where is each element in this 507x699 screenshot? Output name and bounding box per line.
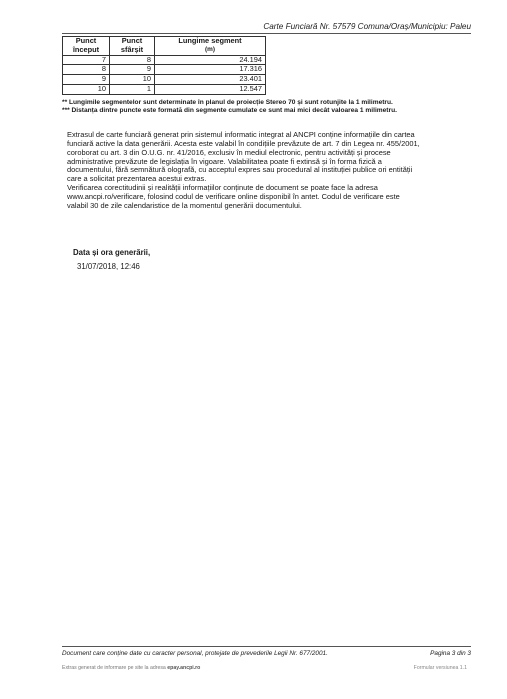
table-row: [63, 65, 266, 75]
cell-end: 10: [110, 75, 155, 85]
table-row: [63, 75, 266, 85]
paragraph-line: funciară active la data generării. Acesta este valabil în condițiile prevăzute de art. 7 din Legea nr. 455/2001,: [67, 138, 420, 148]
paragraph-line: Verificarea corectitudinii și realității informațiilor conținute de document se poate face la adresa: [67, 183, 378, 193]
bottom-source-site: epay.ancpi.ro: [167, 665, 201, 671]
cell-start: 7: [63, 55, 110, 65]
cell-length: 24.194: [155, 55, 266, 65]
form-version-note: Formular versiunea 1.1: [413, 665, 467, 671]
cell-length: 12.547: [155, 84, 266, 94]
bottom-source-note: [62, 665, 200, 671]
table-row: [63, 55, 266, 65]
footnote-segment-lengths: ** Lungimile segmentelor sunt determinate în planul de proiecție Stereo 70 și sunt rotunjite la 1 milimetru.: [62, 99, 393, 106]
paragraph-line: valabil 30 de zile calendaristice de la momentul generării documentului.: [67, 200, 302, 210]
footnote-cumulative-distance: *** Distanța dintre puncte este formată din segmente cumulate ce sunt mai mici decât valoarea 1 milimetru.: [62, 107, 397, 114]
bottom-source-prefix: Extras generat de informare pe site la adresa: [62, 665, 166, 671]
header-divider: [62, 33, 471, 34]
table-header-row: [63, 37, 266, 56]
extract-validity-paragraph: [67, 131, 477, 211]
paragraph-line: administrative prevăzute de legislația în vigoare. Valabilitatea poate fi extinsă și în forma fizică a: [67, 156, 382, 166]
cell-length: 17.316: [155, 65, 266, 75]
footer-divider: [62, 646, 471, 647]
footer-personal-data-notice: Document care conține date cu caracter personal, protejate de prevederile Legii Nr. 677/2001.: [62, 650, 328, 657]
cell-start: 10: [63, 84, 110, 94]
paragraph-line: documentului, fără semnătură olografă, cu acceptul expres sau procedural al instituției publice ori entității: [67, 165, 413, 175]
cell-length: 23.401: [155, 75, 266, 85]
col-header-end-point: Punct sfârșit: [110, 37, 155, 56]
generation-datetime-label: Data și ora generării,: [73, 248, 151, 257]
footer-page-number: Pagina 3 din 3: [430, 650, 471, 657]
page-header-title: Carte Funciară Nr. 57579 Comuna/Oraș/Municipiu: Paleu: [263, 22, 471, 31]
generation-datetime-value: 31/07/2018, 12:46: [77, 262, 140, 271]
cell-start: 8: [63, 65, 110, 75]
cell-end: 8: [110, 55, 155, 65]
cell-end: 9: [110, 65, 155, 75]
col-header-segment-length: Lungime segment (m): [155, 37, 266, 56]
cell-start: 9: [63, 75, 110, 85]
table-row: [63, 84, 266, 94]
paragraph-line: care a solicitat prezentarea acestui extras.: [67, 174, 207, 184]
segments-table: [62, 36, 266, 95]
paragraph-line: coroborat cu art. 3 din O.U.G. nr. 41/2016, exclusiv în mediul electronic, pentru activități și procese: [67, 147, 391, 157]
paragraph-line: www.ancpi.ro/verificare, folosind codul de verificare online disponibil în antet. Codul de verificare este: [67, 191, 400, 201]
col-header-start-point: Punct început: [63, 37, 110, 56]
paragraph-line: Extrasul de carte funciară generat prin sistemul informatic integrat al ANCPI conține informațiile din cartea: [67, 130, 415, 139]
cell-end: 1: [110, 84, 155, 94]
